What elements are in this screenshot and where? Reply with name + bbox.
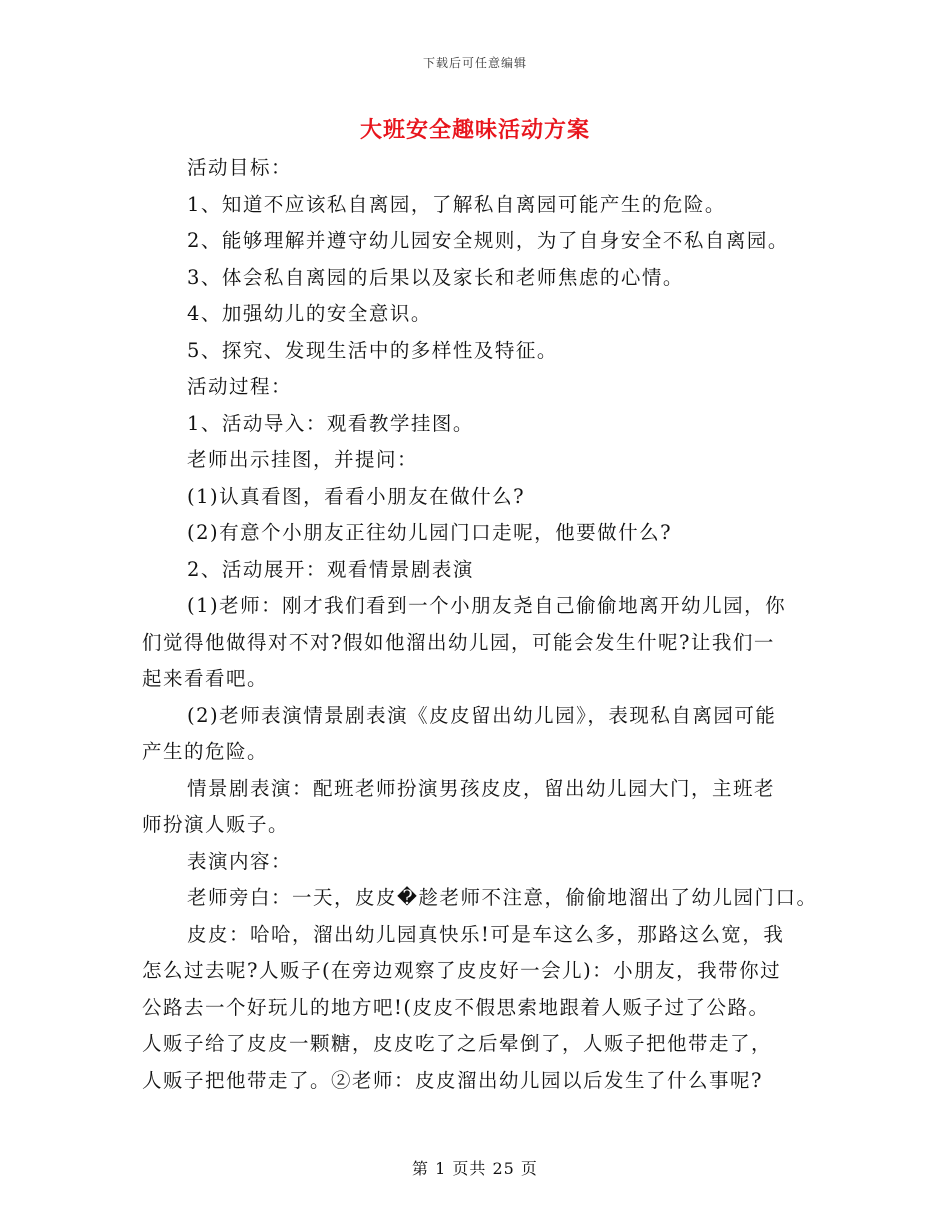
goal-item-3: 3、体会私自离园的后果以及家长和老师焦虑的心情。	[187, 265, 684, 289]
goal-item-5: 5、探究、发现生活中的多样性及特征。	[187, 338, 558, 362]
paragraph-line: 公路去一个好玩儿的地方吧!(皮皮不假思索地跟着人贩子过了公路。	[142, 995, 770, 1019]
document-body	[142, 150, 818, 1099]
paragraph-line: 产生的危险。	[142, 740, 269, 763]
section-heading-process: 活动过程：	[187, 375, 293, 398]
paragraph-line: 皮皮：哈哈，溜出幼儿园真快乐!可是车这么多，那路这么宽，我	[187, 922, 785, 946]
paragraph-line: 们觉得他做得对不对?假如他溜出幼儿园，可能会发生什呢?让我们一	[142, 630, 775, 654]
section-heading-goals: 活动目标：	[187, 156, 293, 179]
page-number-footer: 第 1 页共 25 页	[412, 1159, 538, 1178]
goal-item-1: 1、知道不应该私自离园，了解私自离园可能产生的危险。	[187, 192, 726, 216]
paragraph-line: (2)老师表演情景剧表演《皮皮留出幼儿园》，表现私自离园可能	[187, 703, 777, 727]
paragraph-line: 老师出示挂图，并提问：	[187, 448, 419, 471]
document-title: 大班安全趣味活动方案	[359, 117, 590, 143]
process-step-1: 1、活动导入：观看教学挂图。	[187, 411, 474, 435]
question-1: (1)认真看图，看看小朋友在做什么?	[187, 484, 526, 508]
goal-item-2: 2、能够理解并遵守幼儿园安全规则，为了自身安全不私自离园。	[187, 229, 789, 252]
paragraph-line: 表演内容：	[187, 849, 293, 873]
question-2: (2)有意个小朋友正往幼儿园门口走呢，他要做什么?	[187, 521, 673, 544]
paragraph-line: 情景剧表演：配班老师扮演男孩皮皮，留出幼儿园大门，主班老	[187, 776, 776, 800]
paragraph-line: 老师旁白：一天，皮皮�趁老师不注意，偷偷地溜出了幼儿园门口。	[187, 886, 818, 909]
paragraph-line: 师扮演人贩子。	[142, 813, 290, 836]
goal-item-4: 4、加强幼儿的安全意识。	[187, 302, 432, 325]
paragraph-line: 人贩子把他带走了。②老师：皮皮溜出幼儿园以后发生了什么事呢?	[142, 1068, 763, 1092]
paragraph-line: (1)老师：刚才我们看到一个小朋友尧自己偷偷地离开幼儿园，你	[187, 594, 787, 617]
paragraph-line: 怎么过去呢?人贩子(在旁边观察了皮皮好一会儿)：小朋友，我带你过	[142, 959, 782, 982]
paragraph-line: 人贩子给了皮皮一颗糖，皮皮吃了之后晕倒了，人贩子把他带走了，	[142, 1032, 773, 1055]
paragraph-line: 起来看看吧。	[142, 667, 269, 690]
header-note: 下载后可任意编辑	[422, 56, 527, 70]
process-step-2: 2、活动展开：观看情景剧表演	[187, 557, 474, 581]
